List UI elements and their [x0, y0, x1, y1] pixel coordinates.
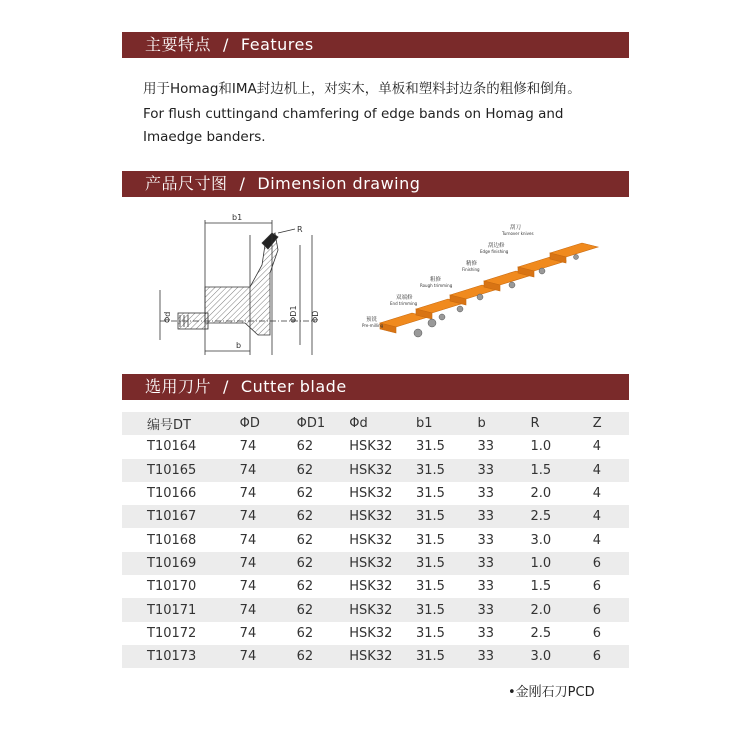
features-text-en-line1: For flush cuttingand chamfering of edge bands on Homag and — [143, 106, 564, 122]
header-cell: Z — [592, 416, 602, 432]
table-cell: 74 — [239, 439, 257, 455]
table-cell: 33 — [477, 555, 495, 571]
features-text-en-line2: Imaedge banders. — [143, 129, 266, 145]
table-row — [122, 575, 629, 598]
table-cell: 31.5 — [416, 649, 445, 665]
table-cell: 2.5 — [530, 625, 552, 641]
table-cell: 31.5 — [416, 579, 445, 595]
table-cell: 4 — [592, 486, 601, 502]
table-cell: 31.5 — [416, 532, 445, 548]
features-text-cn: 用于Homag和IMA封边机上，对实木，单板和塑料封边条的粗修和倒角。 — [143, 81, 581, 97]
table-cell: 62 — [296, 602, 314, 618]
table-cell: HSK32 — [349, 509, 393, 525]
table-cell: 6 — [592, 625, 601, 641]
table-row — [122, 505, 629, 528]
table-cell: 4 — [592, 509, 601, 525]
table-cell: 31.5 — [416, 439, 445, 455]
section-title-en: Dimension drawing — [257, 174, 421, 193]
table-cell: 6 — [592, 649, 601, 665]
table-cell: 62 — [296, 579, 314, 595]
table-cell: 31.5 — [416, 625, 445, 641]
section-header-features — [122, 32, 629, 58]
section-title-cn: 产品尺寸图 — [145, 174, 228, 193]
header-cell: R — [530, 416, 540, 432]
table-cell: T10172 — [147, 625, 197, 641]
section-title-en: Features — [240, 35, 314, 54]
table-cell: T10167 — [147, 509, 197, 525]
table-cell: T10168 — [147, 532, 197, 548]
table-cell: 33 — [477, 509, 495, 525]
table-cell: HSK32 — [349, 602, 393, 618]
table-cell: HSK32 — [349, 486, 393, 502]
section-title-cn: 主要特点 — [145, 35, 212, 54]
table-cell: 33 — [477, 602, 495, 618]
table-cell: 74 — [239, 555, 257, 571]
table-cell: 62 — [296, 462, 314, 478]
header-cell: ΦD — [239, 416, 260, 432]
table-cell: 33 — [477, 649, 495, 665]
table-cell: 74 — [239, 509, 257, 525]
table-row — [122, 435, 629, 458]
table-cell: T10169 — [147, 555, 197, 571]
table-cell: HSK32 — [349, 532, 393, 548]
table-cell: 4 — [592, 439, 601, 455]
step-en: End trimming — [390, 301, 418, 306]
table-cell: T10164 — [147, 439, 197, 455]
table-cell: 31.5 — [416, 462, 445, 478]
section-header-dimension — [122, 171, 629, 197]
step-cn: 粗修 — [430, 277, 442, 283]
step-en: Pre-milling — [362, 323, 384, 328]
step-en: Finishing — [462, 267, 480, 272]
table-cell: HSK32 — [349, 439, 393, 455]
header-cell: ΦD1 — [296, 416, 326, 432]
table-cell: 74 — [239, 602, 257, 618]
label-d: Φd — [163, 311, 172, 323]
table-cell: 74 — [239, 532, 257, 548]
table-cell: HSK32 — [349, 462, 393, 478]
table-cell: 6 — [592, 579, 601, 595]
table-cell: 1.0 — [530, 555, 552, 571]
table-cell: 31.5 — [416, 602, 445, 618]
step-cn: 刮刀 — [510, 225, 522, 231]
dimension-drawing — [150, 205, 620, 365]
table-cell: 33 — [477, 625, 495, 641]
pcd-note: •金刚石刀PCD — [508, 685, 595, 700]
section-title-en: Cutter blade — [240, 377, 347, 396]
table-header-row — [122, 412, 629, 435]
step-cn: 预铣 — [366, 317, 378, 323]
header-cell: b — [477, 416, 486, 432]
step-cn: 精修 — [466, 261, 478, 267]
table-cell: 62 — [296, 439, 314, 455]
step-en: Rough trimming — [420, 283, 453, 288]
table-row — [122, 459, 629, 482]
step-cn: 刮边修 — [488, 243, 505, 249]
table-cell: 74 — [239, 462, 257, 478]
table-cell: 2.0 — [530, 602, 552, 618]
table-cell: 3.0 — [530, 649, 552, 665]
table-cell: T10170 — [147, 579, 197, 595]
section-title-cn: 选用刀片 — [145, 377, 212, 396]
process-illustration — [362, 223, 598, 337]
table-cell: 62 — [296, 532, 314, 548]
table-row — [122, 598, 629, 621]
table-cell: 4 — [592, 462, 601, 478]
table-cell: 6 — [592, 555, 601, 571]
header-cell: 编号DT — [147, 418, 191, 434]
header-cell: Φd — [349, 416, 368, 432]
table-cell: 1.5 — [530, 579, 552, 595]
table-cell: 33 — [477, 486, 495, 502]
table-cell: 2.5 — [530, 509, 552, 525]
step-cn: 双端修 — [396, 295, 413, 301]
header-cell: b1 — [416, 416, 433, 432]
table-cell: HSK32 — [349, 649, 393, 665]
label-b1: b1 — [232, 213, 243, 222]
table-cell: 74 — [239, 649, 257, 665]
cutter-spec-table — [122, 412, 629, 668]
table-cell: 33 — [477, 579, 495, 595]
label-D1: ΦD1 — [289, 305, 298, 323]
table-cell: 74 — [239, 625, 257, 641]
table-cell: T10166 — [147, 486, 197, 502]
table-cell: 62 — [296, 486, 314, 502]
table-cell: 62 — [296, 625, 314, 641]
table-cell: 62 — [296, 555, 314, 571]
table-cell: 3.0 — [530, 532, 552, 548]
section-separator: / — [223, 35, 229, 54]
table-cell: 31.5 — [416, 486, 445, 502]
table-cell: 74 — [239, 486, 257, 502]
table-row — [122, 622, 629, 645]
table-cell: 4 — [592, 532, 601, 548]
table-cell: 1.5 — [530, 462, 552, 478]
step-en: Edge finishing — [480, 249, 509, 254]
table-cell: 33 — [477, 532, 495, 548]
table-cell: 2.0 — [530, 486, 552, 502]
table-cell: 1.0 — [530, 439, 552, 455]
table-cell: T10171 — [147, 602, 197, 618]
table-cell: 33 — [477, 439, 495, 455]
table-cell: HSK32 — [349, 579, 393, 595]
table-cell: 33 — [477, 462, 495, 478]
table-cell: HSK32 — [349, 555, 393, 571]
table-row — [122, 552, 629, 575]
table-cell: T10173 — [147, 649, 197, 665]
table-cell: HSK32 — [349, 625, 393, 641]
table-cell: 74 — [239, 579, 257, 595]
label-b: b — [236, 341, 242, 350]
table-row — [122, 528, 629, 551]
table-cell: 62 — [296, 649, 314, 665]
section-separator: / — [239, 174, 246, 193]
table-cell: 6 — [592, 602, 601, 618]
table-cell: 31.5 — [416, 509, 445, 525]
table-cell: 31.5 — [416, 555, 445, 571]
cutter-cross-section — [160, 220, 315, 355]
table-row — [122, 482, 629, 505]
label-R: R — [297, 225, 303, 234]
table-cell: T10165 — [147, 462, 197, 478]
section-separator: / — [223, 377, 229, 396]
section-header-cutter — [122, 374, 629, 400]
table-cell: 62 — [296, 509, 314, 525]
label-D: ΦD — [311, 310, 320, 323]
step-en: Turnover knives — [502, 231, 534, 236]
table-row — [122, 645, 629, 668]
